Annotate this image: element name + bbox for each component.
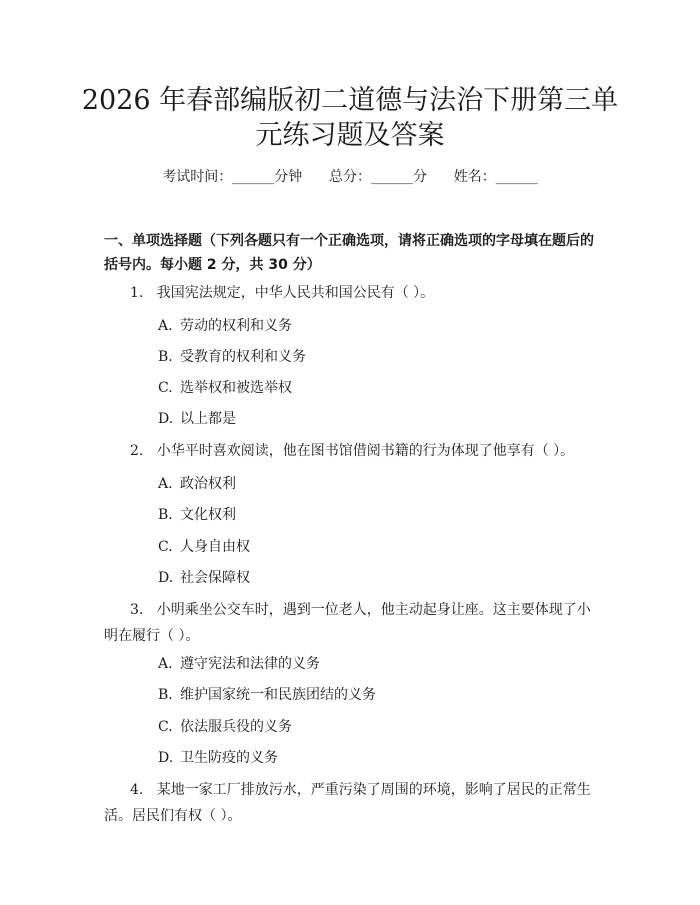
exam-info: 考试时间：______分钟 总分：______分 姓名：______ [162,169,538,185]
option-label: B. [158,507,173,523]
option-text: 受教育的权利和义务 [180,349,306,365]
question-3-option-a [158,654,320,674]
question-3-option-c [158,717,292,737]
section-heading: 一、单项选择题（下列各题只有一个正确选项，请将正确选项的字母填在题后的括号内。每小题 2 分，共 30 分） [104,233,594,273]
option-label: A. [158,656,173,672]
option-label: D. [158,570,174,586]
option-text: 社会保障权 [180,570,250,586]
option-text: 维护国家统一和民族团结的义务 [180,687,376,703]
option-text: 文化权利 [180,507,236,523]
option-label: B. [158,687,173,703]
document-title-line-2: 元练习题及答案 [255,120,445,151]
option-text: 选举权和被选举权 [180,380,292,396]
option-text: 劳动的权利和义务 [180,318,292,334]
option-label: A. [158,318,173,334]
option-text: 政治权利 [180,476,236,492]
option-label: D. [158,411,174,427]
document-title-line-1: 2026 年春部编版初二道德与法治下册第三单 [81,85,619,116]
question-1 [104,280,604,306]
question-text: 小华平时喜欢阅读，他在图书馆借阅书籍的行为体现了他享有（ ）。 [156,443,575,459]
option-label: D. [158,750,174,766]
question-number: 4. [130,782,144,798]
question-number: 1. [130,285,144,301]
question-2 [104,438,604,464]
question-2-option-b [158,505,236,525]
option-text: 依法服兵役的义务 [180,719,292,735]
question-1-option-d [158,409,236,429]
option-label: C. [158,380,173,396]
option-text: 以上都是 [180,411,236,427]
question-2-option-a [158,474,236,494]
question-3 [104,597,604,649]
option-text: 卫生防疫的义务 [180,750,278,766]
option-text: 遵守宪法和法律的义务 [180,656,320,672]
question-3-option-d [158,748,278,768]
question-2-option-c [158,537,250,557]
question-4 [104,777,604,829]
question-2-option-d [158,568,250,588]
question-number: 2. [130,443,144,459]
option-label: C. [158,719,173,735]
question-text: 某地一家工厂排放污水，严重污染了周围的环境，影响了居民的正常生活。居民们有权（ ）。 [104,782,591,824]
option-label: B. [158,349,173,365]
option-label: C. [158,539,173,555]
question-1-option-b [158,347,306,367]
option-label: A. [158,476,173,492]
option-text: 人身自由权 [180,539,250,555]
question-text: 小明乘坐公交车时，遇到一位老人，他主动起身让座。这主要体现了小明在履行（ ）。 [104,602,591,644]
question-3-option-b [158,685,376,705]
question-1-option-a [158,316,292,336]
question-text: 我国宪法规定，中华人民共和国公民有（ ）。 [156,285,435,301]
question-number: 3. [130,602,144,618]
question-1-option-c [158,378,292,398]
